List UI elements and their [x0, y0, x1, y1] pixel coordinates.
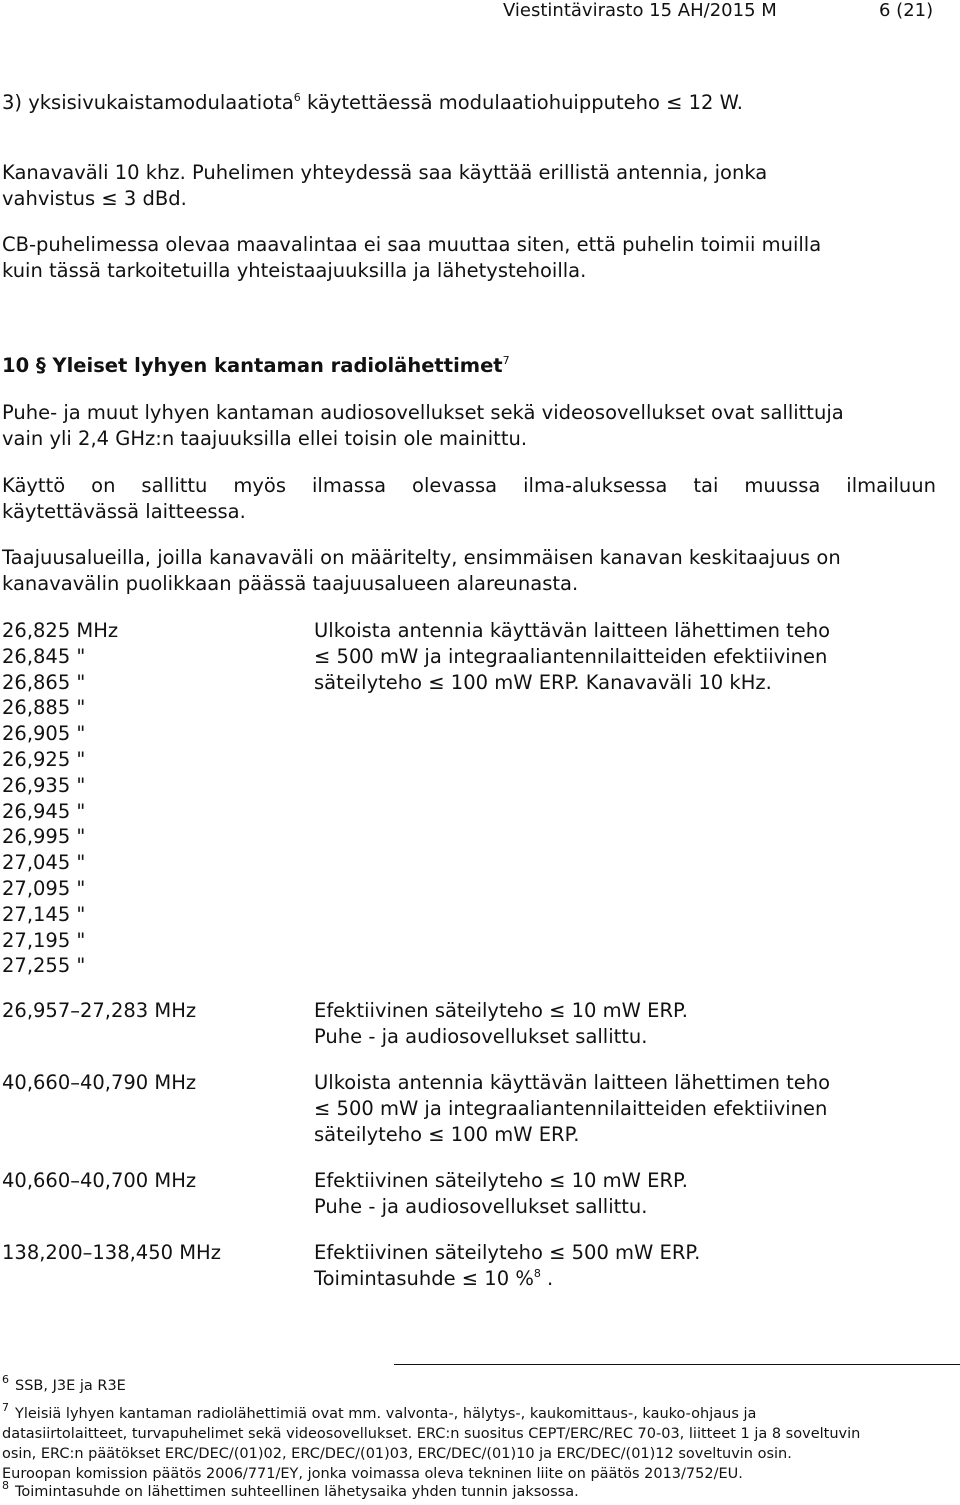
band-1-line-1: Efektiivinen säteilyteho ≤ 10 mW ERP.	[314, 999, 688, 1022]
footnote-6-number: 6	[2, 1373, 9, 1386]
leq-symbol: ≤	[666, 91, 683, 114]
cb-description-line-1: Ulkoista antennia käyttävän laitteen lähettimen teho	[314, 619, 831, 642]
leq-symbol: ≤	[428, 671, 445, 694]
frequency-item: 26,825 MHz	[2, 619, 119, 642]
cb-description-line-2: ≤ 500 mW ja integraaliantennilaitteiden efektiivinen	[314, 645, 828, 668]
kanava-line-1: Kanavaväli 10 khz. Puhelimen yhteydessä saa käyttää erillistä antennia, jonka	[2, 161, 768, 184]
section-title: Yleiset lyhyen kantaman radiolähettimet	[52, 354, 503, 377]
kanava-line-2-text: vahvistus	[2, 187, 102, 210]
cb-description	[314, 618, 830, 696]
footnote-6	[2, 1373, 126, 1396]
frequency-item: 26,845 "	[2, 644, 86, 668]
band-4-line-1: Efektiivinen säteilyteho ≤ 500 mW ERP.	[314, 1241, 701, 1264]
band-1-frequency: 26,957–27,283 MHz	[2, 999, 197, 1022]
footnote-7-number: 7	[2, 1401, 9, 1414]
band-2-frequency: 40,660–40,790 MHz	[2, 1071, 197, 1094]
footnote-8	[2, 1479, 579, 1502]
section-heading	[2, 353, 510, 379]
paragraph-1-line-2: vain yli 2,4 GHz:n taajuuksilla ellei toisin ole mainittu.	[2, 427, 528, 450]
band-1-description	[314, 998, 688, 1050]
footnote-separator	[394, 1364, 960, 1365]
band-2-line-3: säteilyteho ≤ 100 mW ERP.	[314, 1123, 580, 1146]
paragraph-3-line-2: kanavavälin puolikkaan päässä taajuusalueen alareunasta.	[2, 572, 579, 595]
band-2-description	[314, 1070, 830, 1148]
footnote-ref-6: 6	[293, 91, 301, 104]
leq-symbol: ≤	[549, 1241, 566, 1264]
frequency-item: 26,995 "	[2, 825, 86, 849]
footnote-7-line-2: datasiirtolaitteet, turvapuhelimet sekä videosovellukset. ERC:n suositus CEPT/ERC/REC 70-03, liitteet 1 ja 8 soveltuvin	[2, 1426, 861, 1442]
section-symbol: §	[35, 354, 46, 377]
intro-item-3	[2, 90, 743, 116]
frequency-item: 27,255 "	[2, 954, 86, 978]
leq-symbol: ≤	[101, 187, 118, 210]
band-4-line-2: Toimintasuhde ≤ 10 %$^8$ .	[314, 1267, 554, 1290]
page-number: 6 (21)	[879, 0, 934, 21]
leq-symbol: ≤	[549, 1169, 566, 1192]
footnote-7-line-4: Euroopan komission päätös 2006/771/EY, jonka voimassa oleva tekninen liite on päätös 2013/752/EU.	[2, 1466, 743, 1482]
frequency-item: 26,885 "	[2, 696, 86, 720]
frequency-item: 27,195 "	[2, 928, 86, 952]
header-title: Viestintävirasto 15 AH/2015 M	[503, 0, 777, 21]
section-number: 10	[2, 354, 30, 377]
paragraph-1-line-1: Puhe- ja muut lyhyen kantaman audiosovellukset sekä videosovellukset ovat sallittuja	[2, 401, 844, 424]
band-3-line-1: Efektiivinen säteilyteho ≤ 10 mW ERP.	[314, 1169, 688, 1192]
leq-symbol: ≤	[314, 645, 331, 668]
cb-description-line-3: säteilyteho ≤ 100 mW ERP. Kanavaväli 10 kHz.	[314, 671, 772, 694]
footnote-6-text: SSB, J3E ja R3E	[15, 1378, 126, 1394]
frequency-item: 27,045 "	[2, 851, 86, 875]
leq-symbol: ≤	[549, 999, 566, 1022]
cb-frequency-list	[2, 618, 118, 979]
band-3-description	[314, 1168, 688, 1220]
footnote-ref-8: 8	[533, 1267, 541, 1280]
intro-item-3-text-b: käytettäessä modulaatiohuipputeho	[300, 91, 667, 114]
frequency-item: 27,095 "	[2, 876, 86, 900]
frequency-item: 27,145 "	[2, 902, 86, 926]
leq-symbol: ≤	[314, 1097, 331, 1120]
band-2-line-1: Ulkoista antennia käyttävän laitteen lähettimen teho	[314, 1071, 831, 1094]
paragraph-3-line-1: Taajuusalueilla, joilla kanavaväli on määritelty, ensimmäisen kanavan keskitaajuus on	[2, 546, 841, 569]
footnote-7-line-1: $^7$ Yleisiä lyhyen kantaman radiolähettimiä ovat mm. valvonta-, hälytys-, kaukomittaus-, kauko-ohjaus ja	[2, 1401, 757, 1422]
frequency-item: 26,865 "	[2, 670, 86, 694]
band-3-frequency: 40,660–40,700 MHz	[2, 1169, 197, 1192]
frequency-item: 26,925 "	[2, 747, 86, 771]
leq-symbol: ≤	[461, 1267, 479, 1290]
band-4-description	[314, 1240, 700, 1292]
footnote-8-text: Toimintasuhde on lähettimen suhteellinen lähetysaika yhden tunnin jaksossa.	[15, 1484, 579, 1500]
leq-symbol: ≤	[428, 1123, 445, 1146]
frequency-item: 26,935 "	[2, 773, 86, 797]
band-1-line-2: Puhe - ja audiosovellukset sallittu.	[314, 1025, 648, 1048]
paragraph-2-line-1: Käyttö on sallittu myös ilmassa olevassa ilma-aluksessa tai muussa ilmailuun	[2, 474, 936, 497]
footnote-7-line-3: osin, ERC:n päätökset ERC/DEC/(01)02, ERC/DEC/(01)03, ERC/DEC/(01)10 ja ERC/DEC/(01)12 soveltuvin osin.	[2, 1446, 792, 1462]
band-3-line-2: Puhe - ja audiosovellukset sallittu.	[314, 1195, 648, 1218]
band-2-line-2: ≤ 500 mW ja integraaliantennilaitteiden efektiivinen	[314, 1097, 828, 1120]
kanava-line-2	[2, 186, 187, 212]
paragraph-2-line-2: käytettävässä laitteessa.	[2, 500, 246, 523]
footnote-ref-7: 7	[502, 354, 510, 367]
intro-item-3-text-c: 12 W.	[682, 91, 743, 114]
cb-line-2: kuin tässä tarkoitetuilla yhteistaajuuksilla ja lähetystehoilla.	[2, 259, 587, 282]
band-4-frequency: 138,200–138,450 MHz	[2, 1241, 221, 1264]
frequency-item: 26,945 "	[2, 799, 86, 823]
footnote-7	[2, 1401, 861, 1484]
cb-line-1: CB-puhelimessa olevaa maavalintaa ei saa muuttaa siten, että puhelin toimii muilla	[2, 233, 822, 256]
kanava-line-2-text-b: 3 dBd.	[117, 187, 187, 210]
intro-item-3-text: 3) yksisivukaistamodulaatiota	[2, 91, 294, 114]
footnote-8-number: 8	[2, 1479, 9, 1492]
frequency-item: 26,905 "	[2, 722, 86, 746]
